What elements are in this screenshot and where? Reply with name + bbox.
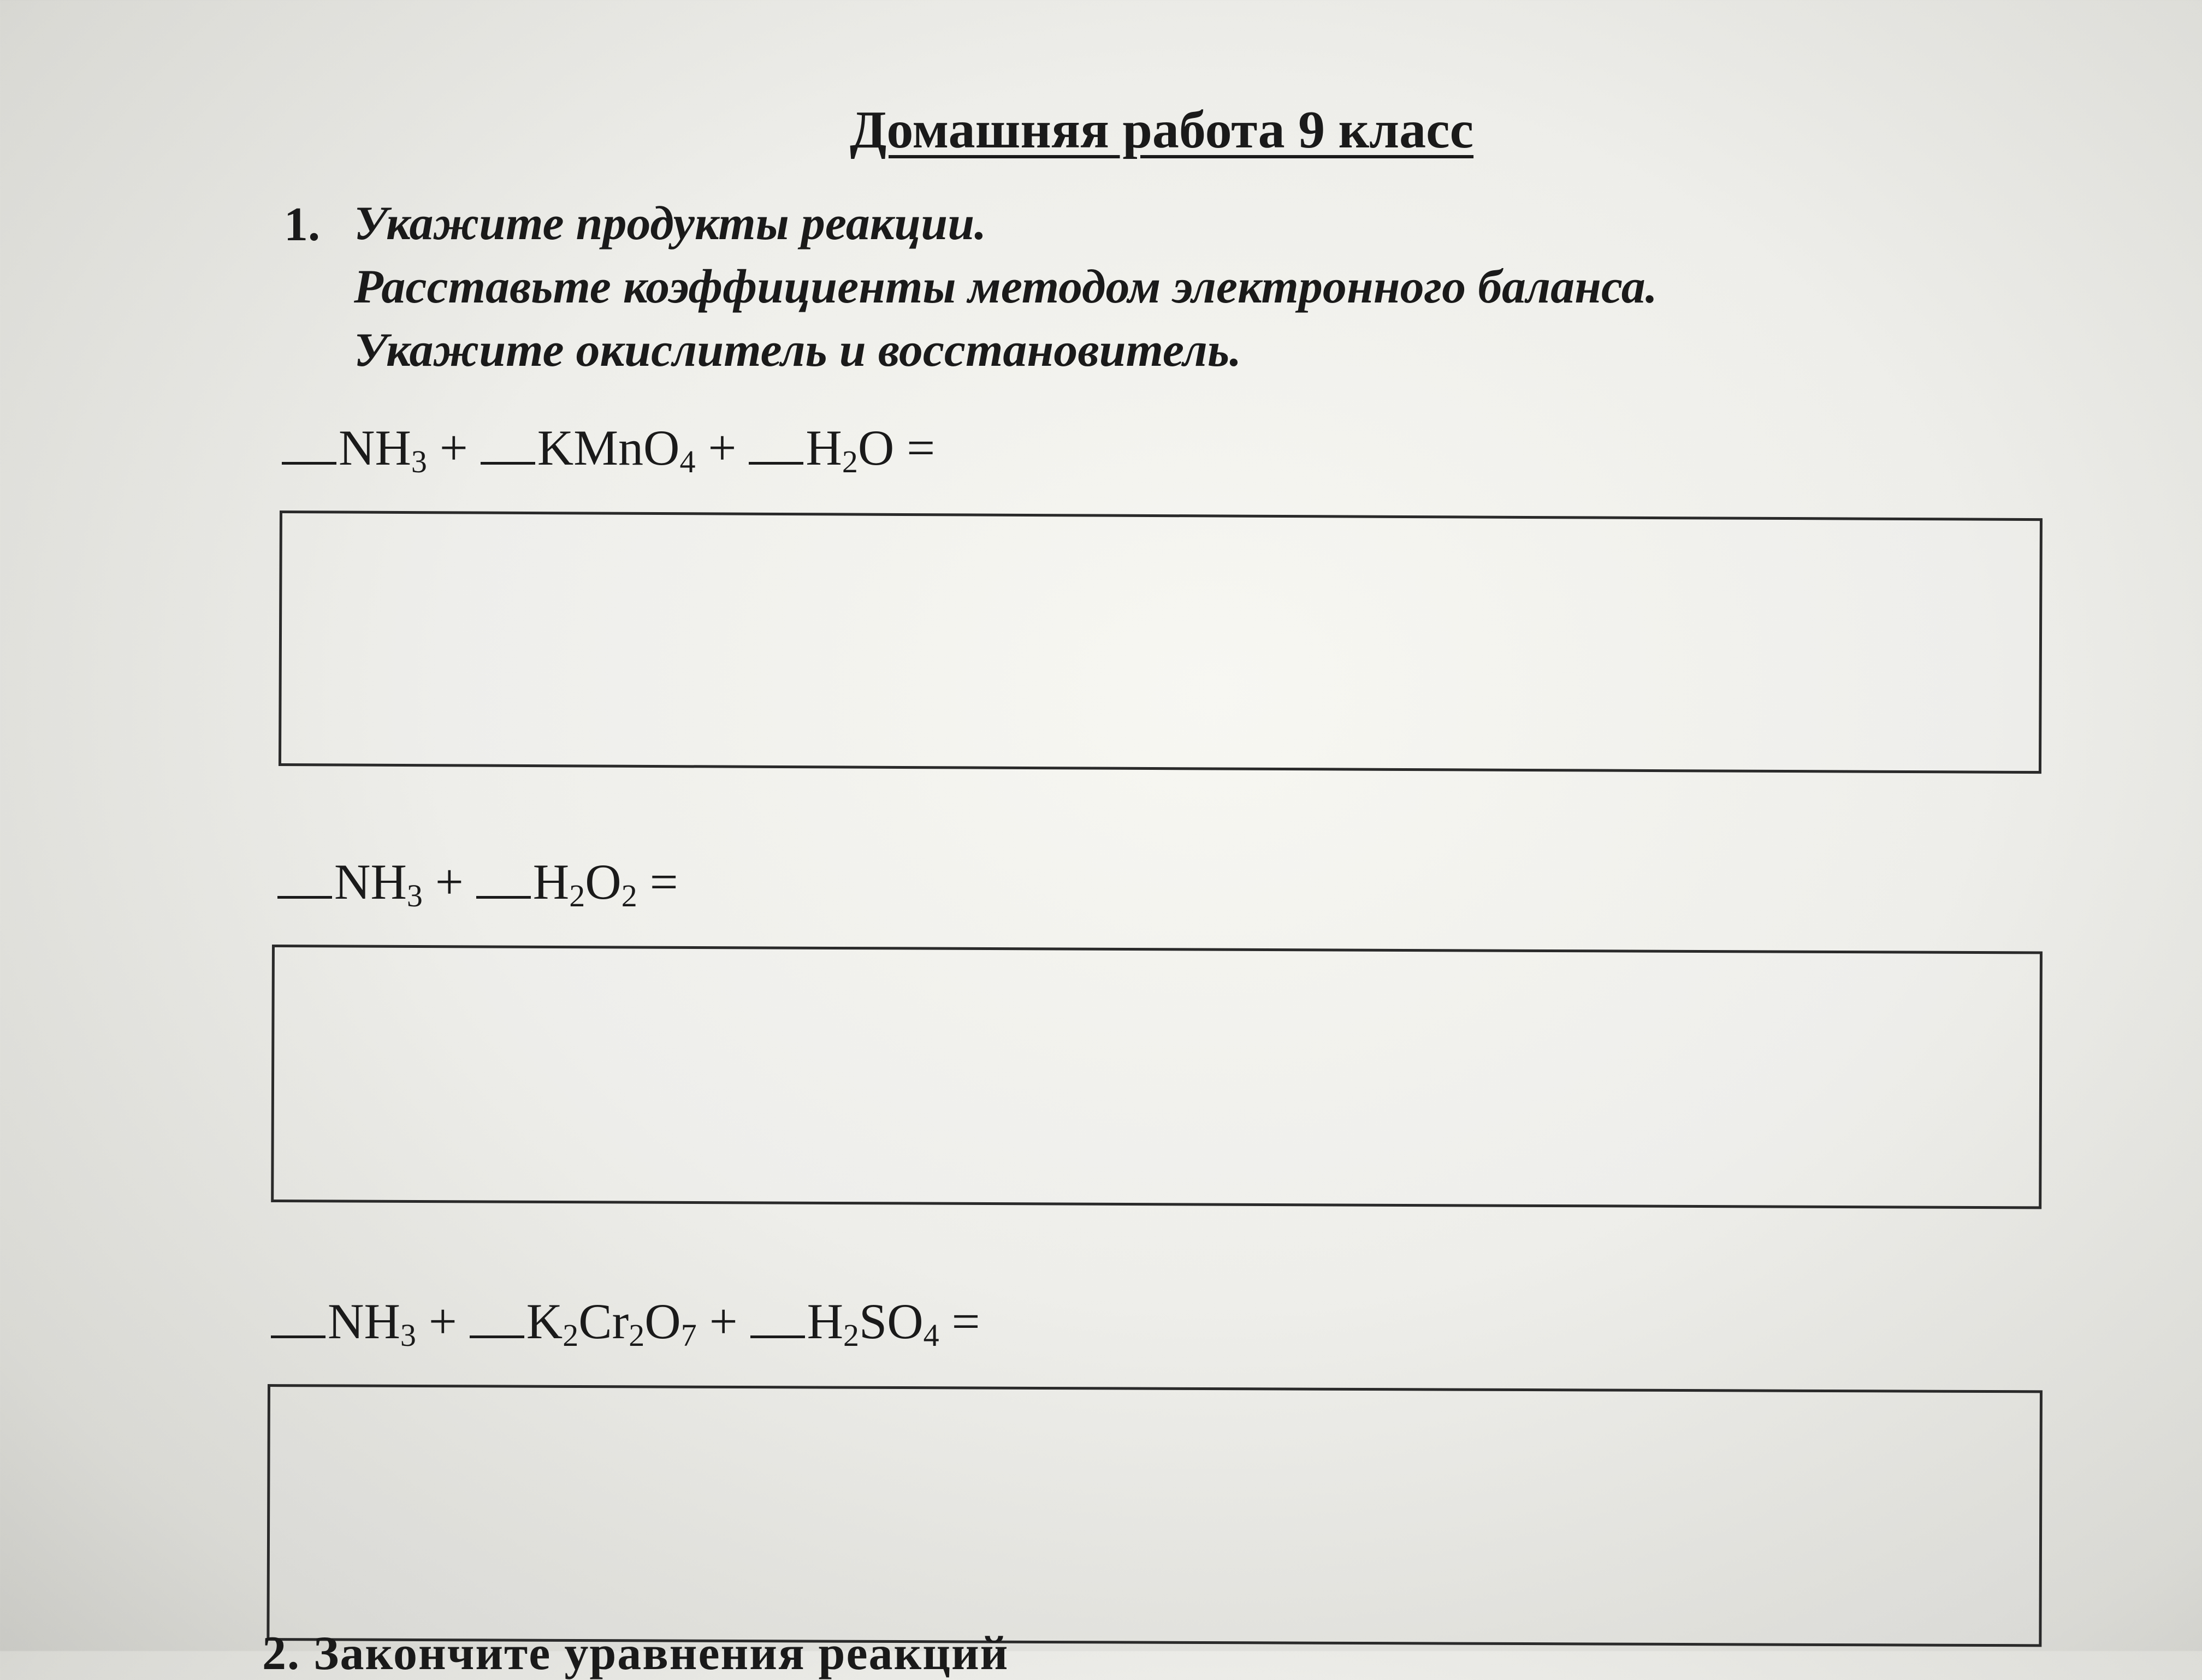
instruction-line: Расставьте коэффициенты методом электронного баланса. bbox=[354, 260, 1658, 313]
equation-1 bbox=[282, 418, 935, 478]
equation-2 bbox=[277, 852, 678, 912]
formula-term: KMnO$_4$ bbox=[537, 420, 696, 479]
answer-box-2[interactable] bbox=[271, 945, 2043, 1209]
formula-term: $H_2O$ bbox=[806, 420, 895, 479]
plus-sign: + bbox=[709, 1293, 738, 1349]
formula-term: $NH_3$ bbox=[328, 1293, 416, 1353]
formula-term: $NH_3$ bbox=[339, 420, 427, 479]
equals-sign: = bbox=[649, 854, 678, 910]
formula-term: $H_2O_2$ bbox=[532, 854, 637, 913]
plus-sign: + bbox=[435, 854, 464, 910]
coefficient-blank[interactable] bbox=[271, 1292, 325, 1338]
task-instruction-lines bbox=[354, 192, 1658, 382]
equation-3 bbox=[271, 1291, 980, 1351]
answer-box-1[interactable] bbox=[279, 510, 2043, 774]
equals-sign: = bbox=[951, 1293, 980, 1349]
formula-term: $K_2Cr_2O_7$ bbox=[526, 1293, 697, 1353]
coefficient-blank[interactable] bbox=[749, 418, 803, 465]
task-number: 1. bbox=[284, 198, 320, 251]
instruction-line: Укажите окислитель и восстановитель. bbox=[354, 324, 1242, 377]
coefficient-blank[interactable] bbox=[277, 852, 332, 899]
answer-box-3[interactable] bbox=[267, 1384, 2043, 1647]
coefficient-blank[interactable] bbox=[750, 1292, 805, 1338]
next-task-fragment: 2. Закончите уравнения реакций bbox=[262, 1627, 1009, 1680]
plus-sign: + bbox=[708, 420, 737, 476]
plus-sign: + bbox=[428, 1293, 457, 1349]
instruction-line: Укажите продукты реакции. bbox=[354, 197, 987, 250]
formula-term: $H_2SO_4$ bbox=[807, 1293, 939, 1353]
page-title: Домашняя работа 9 класс bbox=[850, 100, 1474, 159]
coefficient-blank[interactable] bbox=[282, 418, 336, 465]
coefficient-blank[interactable] bbox=[476, 852, 531, 899]
equals-sign: = bbox=[907, 420, 936, 476]
formula-term: $NH_3$ bbox=[334, 854, 423, 913]
coefficient-blank[interactable] bbox=[481, 418, 535, 465]
plus-sign: + bbox=[439, 420, 468, 476]
coefficient-blank[interactable] bbox=[470, 1292, 524, 1338]
